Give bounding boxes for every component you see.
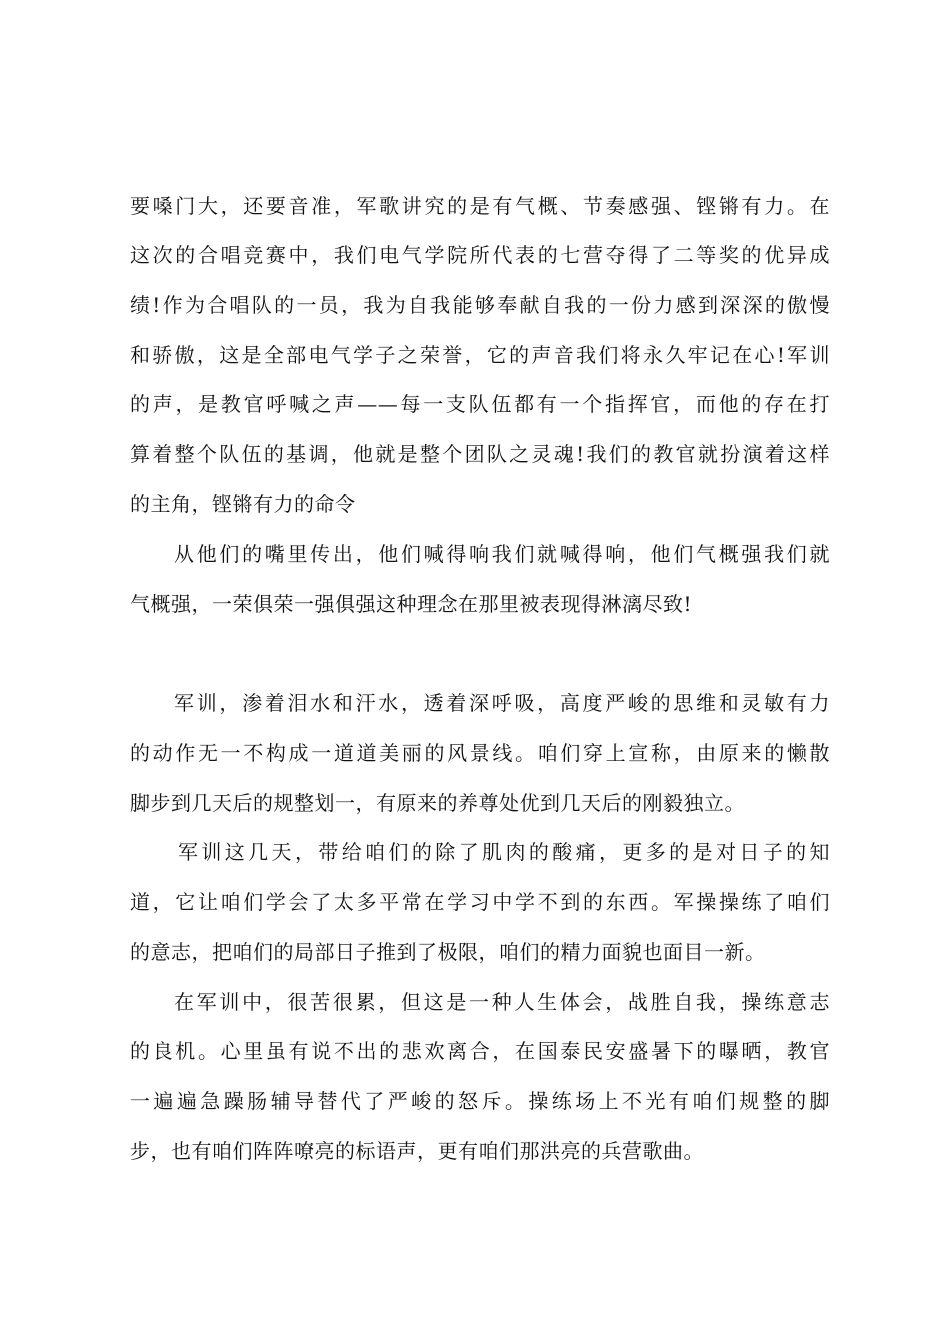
paragraph-1-line-2: 这次的合唱竞赛中，我们电气学院所代表的七营夺得了二等奖的优异成 <box>130 243 830 267</box>
paragraph-3-line-2: 的动作无一不构成一道道美丽的风景线。咱们穿上宣称，由原来的懒散 <box>130 741 830 765</box>
paragraph-1-line-1: 要嗓门大，还要音准，军歌讲究的是有气概、节奏感强、铿锵有力。在 <box>130 194 830 218</box>
paragraph-4-line-2: 道，它让咱们学会了太多平常在学习中学不到的东西。军操操练了咱们 <box>130 890 830 914</box>
paragraph-1-line-7: 的主角，铿锵有力的命令 <box>130 492 356 516</box>
paragraph-2-line-1: 从他们的嘴里传出，他们喊得响我们就喊得响，他们气概强我们就 <box>174 542 830 566</box>
paragraph-5-line-4: 步，也有咱们阵阵嘹亮的标语声，更有咱们那洪亮的兵营歌曲。 <box>130 1139 704 1163</box>
paragraph-3-line-1: 军训，渗着泪水和汗水，透着深呼吸，高度严峻的思维和灵敏有力 <box>174 691 830 715</box>
paragraph-5-line-1: 在军训中，很苦很累，但这是一种人生体会，战胜自我，操练意志 <box>174 990 830 1014</box>
paragraph-5-line-2: 的良机。心里虽有说不出的悲欢离合，在国泰民安盛暑下的曝晒，教官 <box>130 1039 830 1063</box>
paragraph-1-line-6: 算着整个队伍的基调，他就是整个团队之灵魂!我们的教官就扮演着这样 <box>130 442 830 466</box>
paragraph-1-line-3: 绩!作为合唱队的一员，我为自我能够奉献自我的一份力感到深深的傲慢 <box>130 293 830 317</box>
paragraph-5-line-3: 一遍遍急躁肠辅导替代了严峻的怒斥。操练场上不光有咱们规整的脚 <box>130 1089 830 1113</box>
paragraph-4-line-1: 军训这几天，带给咱们的除了肌肉的酸痛，更多的是对日子的知 <box>178 840 830 864</box>
paragraph-4-line-3: 的意志，把咱们的局部日子推到了极限，咱们的精力面貌也面目一新。 <box>130 940 766 964</box>
paragraph-3-line-3: 脚步到几天后的规整划一，有原来的养尊处优到几天后的刚毅独立。 <box>130 791 745 815</box>
paragraph-1-line-4: 和骄傲，这是全部电气学子之荣誉，它的声音我们将永久牢记在心!军训 <box>130 343 830 367</box>
paragraph-1-line-5: 的声，是教官呼喊之声——每一支队伍都有一个指挥官，而他的存在打 <box>130 392 830 416</box>
paragraph-2-line-2: 气概强，一荣俱荣一强俱强这种理念在那里被表现得淋漓尽致! <box>130 592 693 616</box>
